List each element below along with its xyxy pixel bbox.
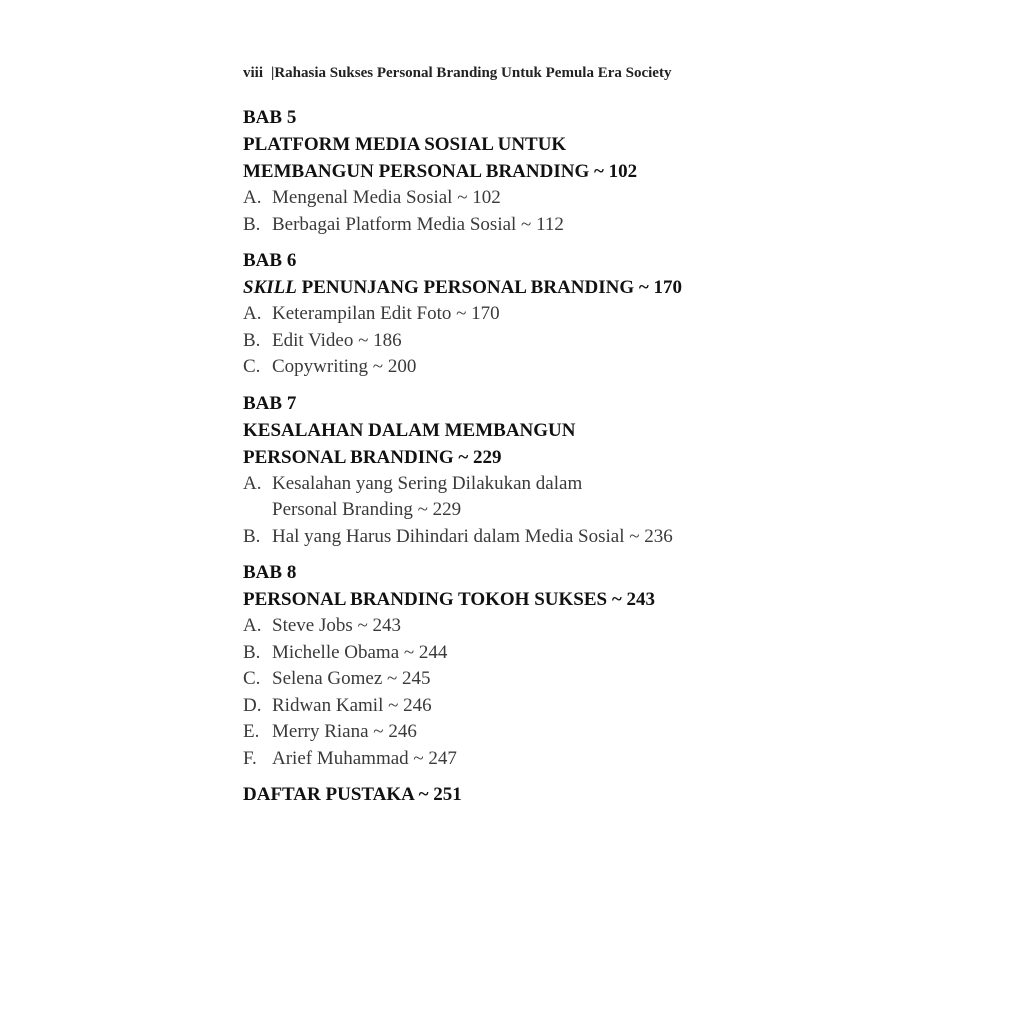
toc-entry-line: Ridwan Kamil ~ 246 <box>272 694 432 716</box>
toc-entry-text <box>272 328 402 355</box>
toc-entry-text <box>272 666 431 693</box>
toc-entry[interactable] <box>243 746 803 773</box>
toc-entry-line: Arief Muhammad ~ 247 <box>272 747 457 769</box>
toc-entry-letter: C. <box>243 356 261 377</box>
toc-entry-letter: E. <box>243 721 260 742</box>
toc-entry-text <box>272 212 564 239</box>
toc-entry-letter: A. <box>243 303 262 324</box>
toc-entry[interactable] <box>243 693 803 720</box>
toc-entry[interactable] <box>243 328 803 355</box>
toc-entry-line: Selena Gomez ~ 245 <box>272 668 431 689</box>
toc-entry-text <box>272 640 447 667</box>
toc-entry[interactable] <box>243 640 803 667</box>
chapter-section <box>243 247 803 381</box>
chapter-title[interactable] <box>243 158 803 185</box>
toc-entry-line: Edit Video ~ 186 <box>272 329 402 351</box>
table-of-contents-page <box>243 62 803 808</box>
toc-entry-letter: B. <box>243 641 261 663</box>
chapter-title-text: PERSONAL BRANDING TOKOH SUKSES ~ 243 <box>243 589 655 610</box>
chapter-list <box>243 104 803 772</box>
toc-entry[interactable] <box>243 524 803 551</box>
chapter-section <box>243 390 803 551</box>
toc-entry-text <box>272 354 416 381</box>
chapter-title[interactable] <box>243 274 803 301</box>
chapter-title[interactable] <box>243 586 803 613</box>
chapter-title-text: PERSONAL BRANDING ~ 229 <box>243 446 502 468</box>
chapter-label: BAB 6 <box>243 250 297 271</box>
page-number: viii <box>243 65 264 81</box>
toc-entry-line: Merry Riana ~ 246 <box>272 721 417 742</box>
chapter-title-text: KESALAHAN DALAM MEMBANGUN <box>243 419 576 441</box>
toc-entry[interactable] <box>243 471 803 524</box>
chapter-title-text: MEMBANGUN PERSONAL BRANDING ~ 102 <box>243 161 638 182</box>
toc-entry-line: Hal yang Harus Dihindari dalam Media Sosial ~ 236 <box>272 525 673 547</box>
chapter-title-text: PENUNJANG PERSONAL BRANDING ~ 170 <box>296 277 683 298</box>
toc-entry-letter: F. <box>243 747 257 769</box>
toc-entry-letter: C. <box>243 668 261 689</box>
toc-entry-text <box>272 524 673 551</box>
toc-entry-line: Steve Jobs ~ 243 <box>272 615 402 636</box>
toc-entry-text <box>272 301 500 328</box>
toc-entry-letter: A. <box>243 472 262 494</box>
toc-entry-text <box>272 693 432 720</box>
chapter-label: BAB 5 <box>243 107 297 128</box>
chapter-title[interactable] <box>243 131 803 158</box>
toc-entry[interactable] <box>243 666 803 693</box>
toc-entry-line: Personal Branding ~ 229 <box>272 499 462 520</box>
toc-entry-letter: B. <box>243 213 261 235</box>
toc-entry[interactable] <box>243 354 803 381</box>
chapter-title[interactable] <box>243 444 803 471</box>
toc-entry-line: Mengenal Media Sosial ~ 102 <box>272 187 501 208</box>
toc-entry-letter: A. <box>243 187 262 208</box>
toc-entry-text <box>272 613 401 640</box>
toc-entry[interactable] <box>243 613 803 640</box>
chapter-label: BAB 8 <box>243 562 297 583</box>
toc-entry-letter: B. <box>243 525 261 547</box>
toc-entry-letter: B. <box>243 329 261 351</box>
running-head <box>243 62 803 88</box>
chapter-title-italic: SKILL <box>243 277 297 298</box>
chapter-section <box>243 104 803 238</box>
toc-entry-line: Keterampilan Edit Foto ~ 170 <box>272 303 500 324</box>
chapter-title-text: PLATFORM MEDIA SOSIAL UNTUK <box>243 134 567 155</box>
toc-entry-text <box>272 719 417 746</box>
toc-entry-letter: D. <box>243 694 262 716</box>
chapter-label: BAB 7 <box>243 392 297 414</box>
toc-entry[interactable] <box>243 185 803 212</box>
toc-entry[interactable] <box>243 212 803 239</box>
toc-entry-line: Michelle Obama ~ 244 <box>272 641 448 663</box>
toc-entry[interactable] <box>243 301 803 328</box>
references-entry[interactable]: DAFTAR PUSTAKA ~ 251 <box>243 784 462 805</box>
toc-entry-line: Copywriting ~ 200 <box>272 356 417 377</box>
toc-entry-text <box>272 746 457 773</box>
toc-entry-text <box>272 185 501 212</box>
toc-entry-line: Kesalahan yang Sering Dilakukan dalam <box>272 472 583 494</box>
toc-entry-line: Berbagai Platform Media Sosial ~ 112 <box>272 213 564 235</box>
chapter-title[interactable] <box>243 417 803 444</box>
toc-entry-text <box>272 471 582 524</box>
chapter-section <box>243 559 803 772</box>
toc-entry-letter: A. <box>243 615 262 636</box>
toc-entry[interactable] <box>243 719 803 746</box>
running-head-title: |Rahasia Sukses Personal Branding Untuk Pemula Era Society <box>271 65 672 81</box>
